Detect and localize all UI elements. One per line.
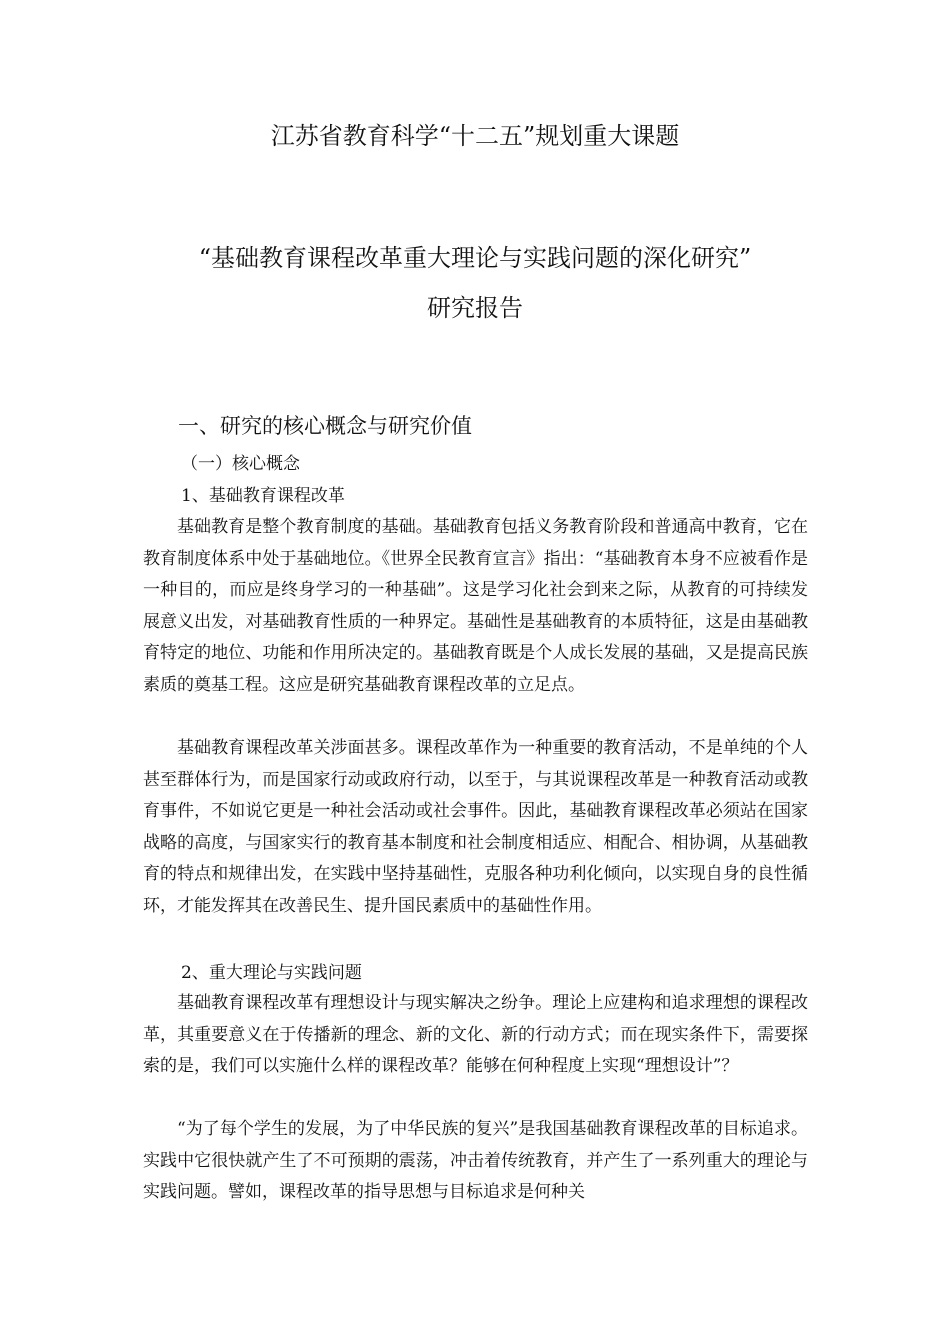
- top-title: 江苏省教育科学“十二五”规划重大课题: [270, 122, 680, 150]
- main-title: “基础教育课程改革重大理论与实践问题的深化研究”: [198, 244, 752, 272]
- paragraph-1: 基础教育是整个教育制度的基础。基础教育包括义务教育阶段和普通高中教育，它在教育制度体系中处于基础地位。《世界全民教育宣言》指出：“基础教育本身不应被看作是一种目的，而应是终身学习的一种基础”。这是学习化社会到来之际，从教育的可持续发展意义出发，对基础教育性质的一种界定。基础性是基础教育的本质特征，这是由基础教育特定的地位、功能和作用所决定的。基础教育既是个人成长发展的基础，又是提高民族素质的奠基工程。这应是研究基础教育课程改革的立足点。: [143, 517, 808, 695]
- section-heading: 一、研究的核心概念与研究价值: [178, 414, 472, 438]
- item-heading-2: 2、重大理论与实践问题: [181, 963, 362, 983]
- paragraph-2: 基础教育课程改革关涉面甚多。课程改革作为一种重要的教育活动，不是单纯的个人甚至群体行为，而是国家行动或政府行动，以至于，与其说课程改革是一种教育活动或教育事件，不如说它更是一种社会活动或社会事件。因此，基础教育课程改革必须站在国家战略的高度，与国家实行的教育基本制度和社会制度相适应、相配合、相协调，从基础教育的特点和规律出发，在实践中坚持基础性，克服各种功利化倾向，以实现自身的良性循环，才能发挥其在改善民生、提升国民素质中的基础性作用。: [143, 738, 808, 916]
- item-heading-1: 1、基础教育课程改革: [181, 486, 345, 506]
- paragraph-3: 基础教育课程改革有理想设计与现实解决之纷争。理论上应建构和追求理想的课程改革，其重要意义在于传播新的理念、新的文化、新的行动方式；而在现实条件下，需要探索的是，我们可以实施什么样的课程改革？能够在何种程度上实现“理想设计”？: [143, 993, 808, 1076]
- report-subtitle: 研究报告: [427, 294, 523, 322]
- paragraph-4: “为了每个学生的发展，为了中华民族的复兴”是我国基础教育课程改革的目标追求。实践中它很快就产生了不可预期的震荡，冲击着传统教育，并产生了一系列重大的理论与实践问题。譬如，课程改革的指导思想与目标追求是何种关: [143, 1119, 808, 1202]
- subsection-heading: （一）核心概念: [181, 454, 300, 474]
